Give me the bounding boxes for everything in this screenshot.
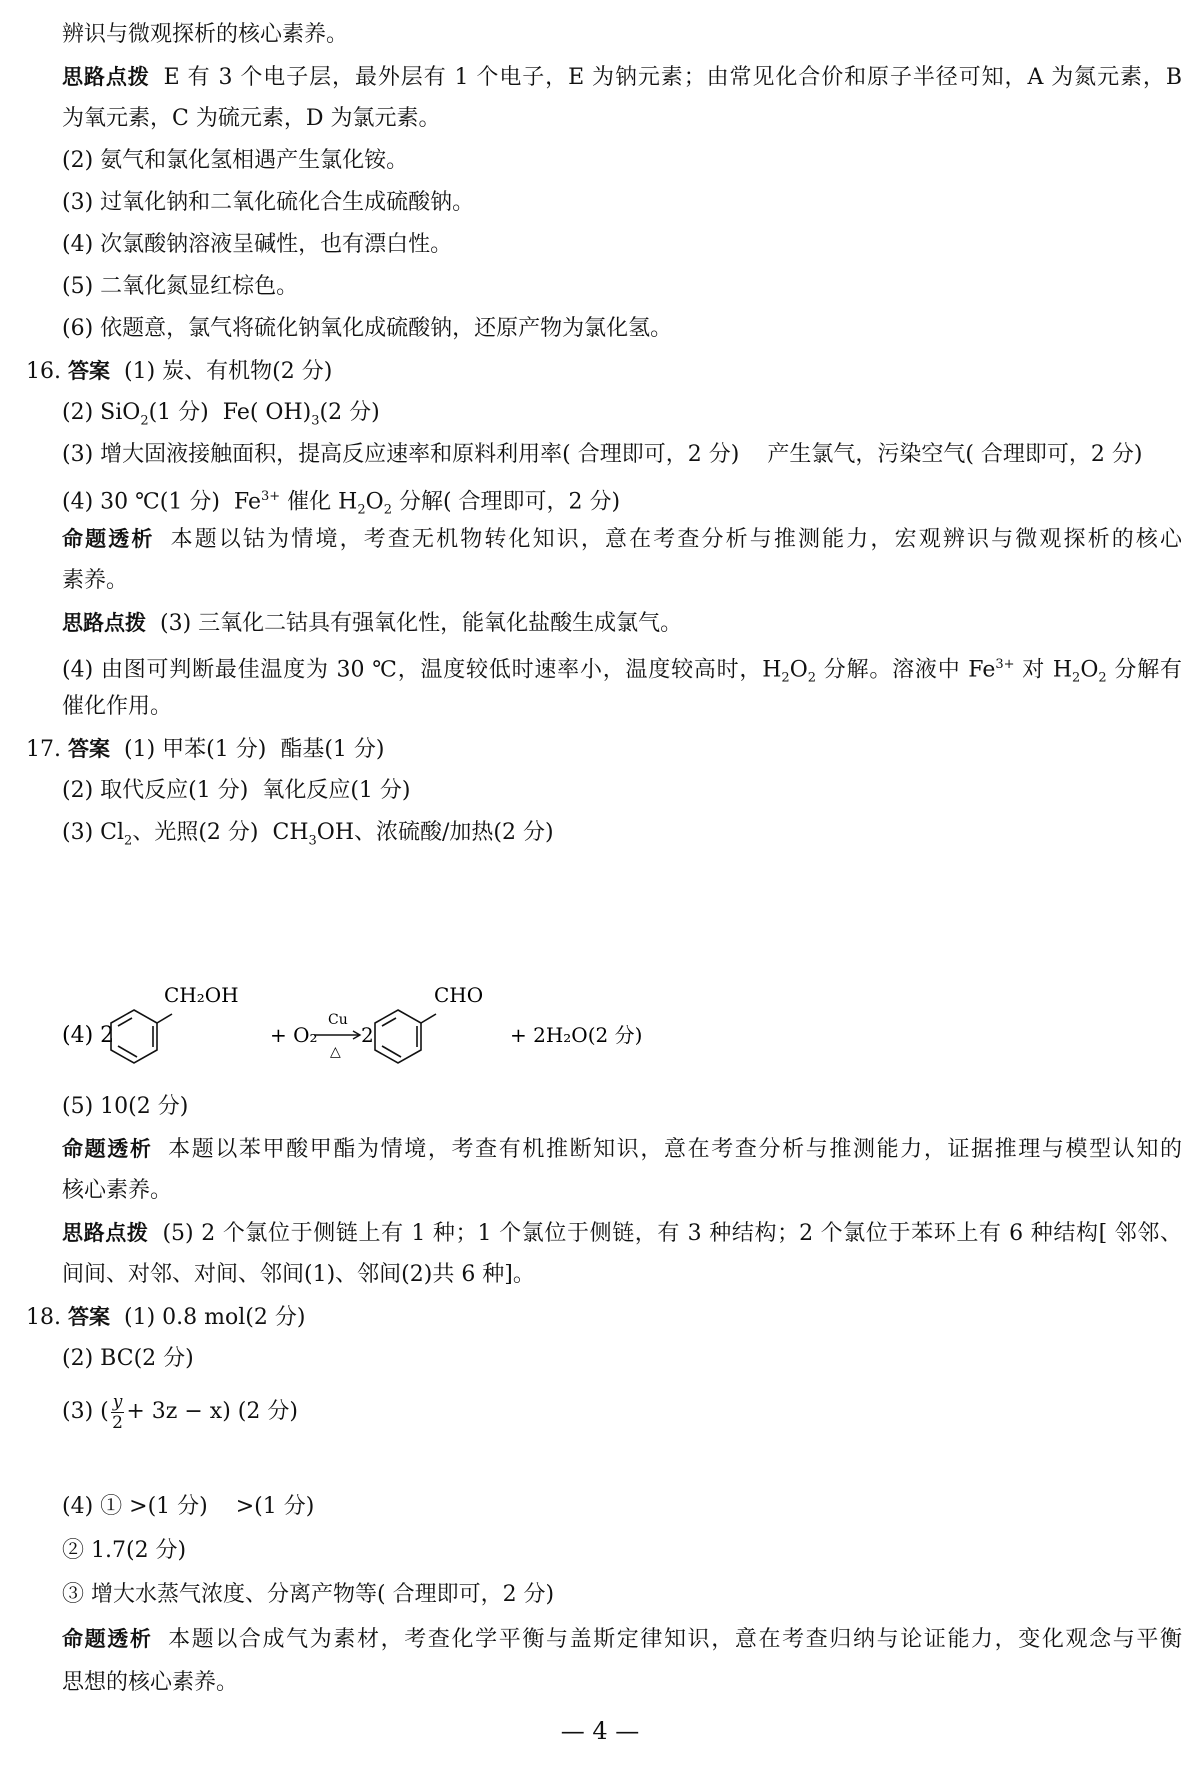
- q16-answer-line: (3) 增大固液接触面积，提高反应速率和原料利用率( 合理即可，2 分) 产生氯气，污染空气( 合理即可，2 分): [62, 442, 1143, 467]
- text-line: 间间、对邻、对间、邻间(1)、邻间(2)共 6 种]。: [62, 1262, 535, 1287]
- text-line: 核心素养。: [62, 1178, 173, 1203]
- analysis-line: 思路点拨 (3) 三氧化二钴具有强氧化性，能氧化盐酸生成氯气。: [62, 611, 683, 636]
- q17-answer-line: 17. 答案 (1) 甲苯(1 分) 酯基(1 分): [26, 737, 385, 762]
- q17-answer-line: (3) $Cl_2$、光照(2 分) $CH_3OH$、浓硫酸/加热(2 分): [62, 820, 554, 849]
- benzene-ring-icon: [375, 1010, 436, 1063]
- analysis-line: 命题透析 本题以合成气为素材，考查化学平衡与盖斯定律知识，意在考查归纳与论证能力，变化观念与平衡: [62, 1627, 1182, 1652]
- benzene-ring-icon: [111, 1010, 172, 1063]
- eq-prefix: (4) 2: [62, 1023, 115, 1048]
- text-line: 催化作用。: [62, 694, 173, 719]
- label-siludianbo: 思路点拨: [62, 1221, 149, 1245]
- q16-answer-line: (2) SiO$_2$(1 分) Fe( $OH)_3(2$ 分): [62, 400, 380, 429]
- text-line: 素养。: [62, 568, 129, 593]
- text-line: 为氧元素，C 为硫元素，D 为氯元素。: [62, 106, 441, 131]
- text-line: (6) 依题意，氯气将硫化钠氧化成硫酸钠，还原产物为氯化氢。: [62, 316, 673, 341]
- label-daan: 答案: [68, 1305, 110, 1329]
- text-line: (2) 氨气和氯化氢相遇产生氯化铵。: [62, 148, 409, 173]
- label-siludianbo: 思路点拨: [62, 65, 150, 89]
- q18-answer-line: (3) ( $\frac{y}{2}$ + 3z − x) (2 分): [62, 1391, 298, 1433]
- question-number: 17.: [26, 737, 61, 762]
- reaction-equation: [62, 970, 762, 1070]
- q17-answer-line: (2) 取代反应(1 分) 氧化反应(1 分): [62, 778, 411, 803]
- fraction: $\frac{y}{2}$: [112, 1391, 123, 1433]
- text-line: (4) 次氯酸钠溶液呈碱性，也有漂白性。: [62, 232, 453, 257]
- q18-answer-line: ③ 增大水蒸气浓度、分离产物等( 合理即可，2 分): [62, 1582, 555, 1607]
- eq-coefficient: 2: [361, 1023, 374, 1047]
- eq-tail: + 2H₂O(2 分): [510, 1023, 643, 1047]
- reaction-arrow-icon: [314, 1031, 360, 1039]
- q18-answer-line: ② 1.7(2 分): [62, 1538, 187, 1563]
- analysis-line: 思路点拨 (5) 2 个氯位于侧链上有 1 种；1 个氯位于侧链，有 3 种结构；2 个氯位于苯环上有 6 种结构[ 邻邻、: [62, 1221, 1183, 1246]
- q18-answer-line: 18. 答案 (1) 0.8 mol(2 分): [26, 1305, 306, 1330]
- label-daan: 答案: [68, 737, 110, 761]
- label-mingtitouxi: 命题透析: [62, 527, 155, 551]
- eq-plus-o2: + O₂: [270, 1023, 318, 1047]
- label-siludianbo: 思路点拨: [62, 611, 146, 635]
- eq-catalyst: Cu: [328, 1012, 348, 1028]
- q17-answer-line: (5) 10(2 分): [62, 1094, 189, 1119]
- q16-answer-line: 16. 答案 (1) 炭、有机物(2 分): [26, 359, 333, 384]
- analysis-line: 命题透析 本题以苯甲酸甲酯为情境，考查有机推断知识，意在考查分析与推测能力，证据推理与模型认知的: [62, 1137, 1182, 1162]
- analysis-line: 思路点拨 E 有 3 个电子层，最外层有 1 个电子，E 为钠元素；由常见化合价和原子半径可知，A 为氮元素，B: [62, 65, 1183, 90]
- label-mingtitouxi: 命题透析: [62, 1627, 153, 1651]
- q16-answer-line: (4) 30 ℃(1 分) $Fe^{3+}$ 催化 $H_2O_2$ 分解( 合理即可，2 分): [62, 489, 621, 518]
- label-daan: 答案: [68, 359, 110, 383]
- text-line: (4) 由图可判断最佳温度为 30 ℃，温度较低时速率小，温度较高时，$H_2O_2$ 分解。溶液中 $Fe^{3+}$ 对 $H_2O_2$ 分解有: [62, 657, 1182, 686]
- text-line: 辨识与微观探析的核心素养。: [62, 22, 349, 47]
- text-line: (5) 二氧化氮显红棕色。: [62, 274, 299, 299]
- text-line: 思想的核心素养。: [62, 1670, 239, 1695]
- page-number: — 4 —: [560, 1717, 640, 1745]
- eq-heat: △: [330, 1044, 341, 1060]
- question-number: 18.: [26, 1305, 61, 1330]
- text-line: (3) 过氧化钠和二氧化硫化合生成硫酸钠。: [62, 190, 475, 215]
- q18-answer-line: (2) BC(2 分): [62, 1346, 194, 1371]
- label-mingtitouxi: 命题透析: [62, 1137, 153, 1161]
- eq-product-group: CHO: [434, 983, 484, 1007]
- q18-answer-line: (4) ① >(1 分) >(1 分): [62, 1494, 315, 1519]
- eq-reactant-group: CH₂OH: [164, 983, 239, 1007]
- analysis-line: 命题透析 本题以钴为情境，考查无机物转化知识，意在考查分析与推测能力，宏观辨识与微观探析的核心: [62, 527, 1182, 552]
- question-number: 16.: [26, 359, 61, 384]
